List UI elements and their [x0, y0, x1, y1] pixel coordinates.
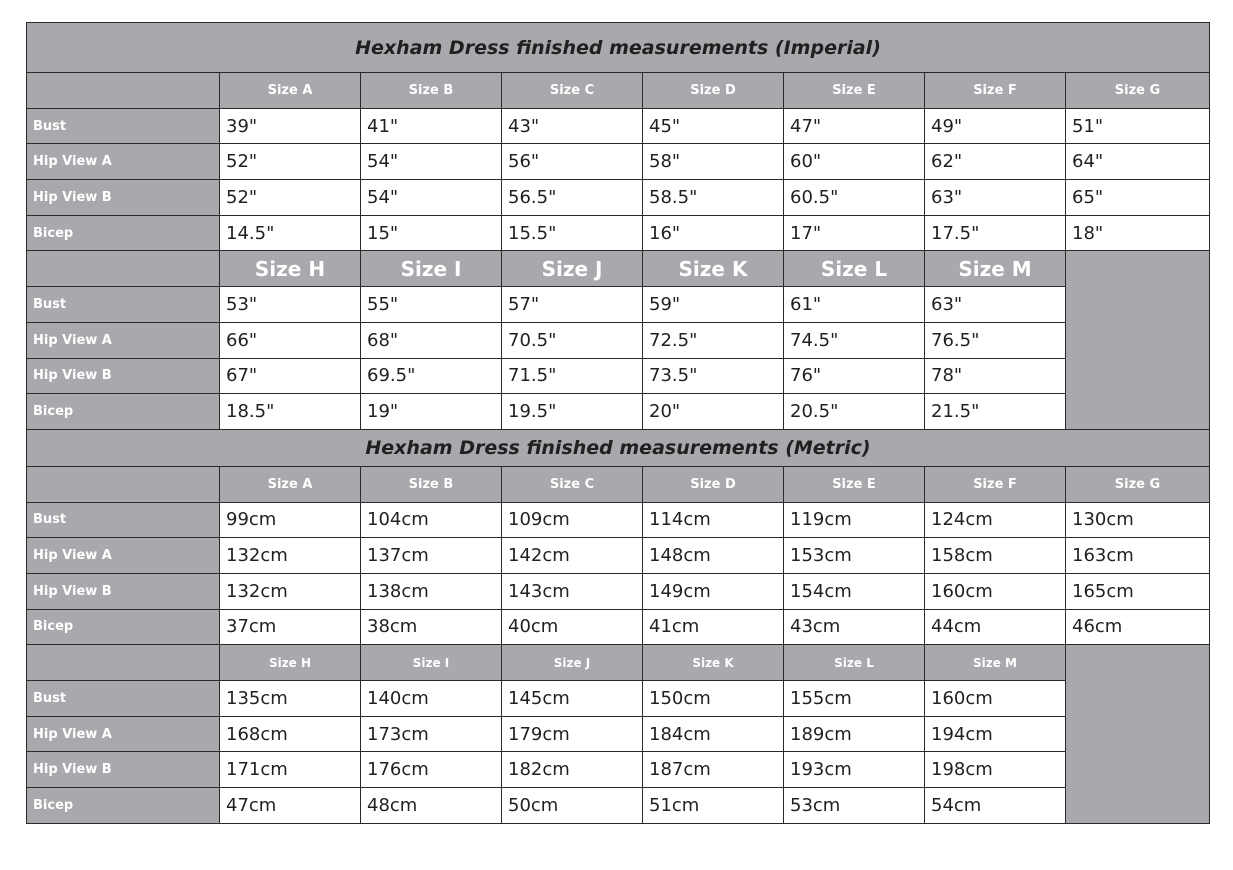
size-header: Size J [502, 645, 643, 681]
measurement-cell: 76" [784, 358, 925, 394]
size-header: Size K [643, 645, 784, 681]
measurement-cell: 148cm [643, 538, 784, 574]
measurement-cell: 41cm [643, 609, 784, 645]
measurement-cell: 49" [925, 108, 1066, 144]
size-header: Size M [925, 251, 1066, 287]
table-row [27, 609, 1210, 645]
measurement-cell: 135cm [220, 681, 361, 717]
measurement-cell: 54cm [925, 788, 1066, 824]
measurement-cell: 99cm [220, 502, 361, 538]
section-title: Hexham Dress finished measurements (Imperial) [27, 23, 1210, 73]
table-row [27, 108, 1210, 144]
measurement-cell: 76.5" [925, 322, 1066, 358]
measurement-cell: 63" [925, 180, 1066, 216]
measurement-cell: 193cm [784, 752, 925, 788]
size-header: Size C [502, 466, 643, 502]
header-corner [27, 73, 220, 109]
measurement-cell: 46cm [1066, 609, 1210, 645]
table-row [27, 322, 1210, 358]
row-label: Bicep [27, 609, 220, 645]
measurement-cell: 54" [361, 180, 502, 216]
measurement-cell: 160cm [925, 573, 1066, 609]
measurement-cell: 20" [643, 394, 784, 430]
measurement-cell: 69.5" [361, 358, 502, 394]
size-header: Size A [220, 73, 361, 109]
measurement-cell: 53" [220, 287, 361, 323]
table-row [27, 358, 1210, 394]
measurement-cell: 179cm [502, 716, 643, 752]
measurement-cell: 15" [361, 215, 502, 251]
measurement-cell: 50cm [502, 788, 643, 824]
table-row [27, 180, 1210, 216]
measurement-cell: 61" [784, 287, 925, 323]
table-row [27, 144, 1210, 180]
size-header-row [27, 251, 1210, 287]
row-label: Hip View B [27, 358, 220, 394]
measurement-cell: 160cm [925, 681, 1066, 717]
measurement-cell: 37cm [220, 609, 361, 645]
size-header: Size I [361, 251, 502, 287]
size-header: Size F [925, 466, 1066, 502]
measurement-cell: 138cm [361, 573, 502, 609]
size-header: Size H [220, 251, 361, 287]
measurement-cell: 67" [220, 358, 361, 394]
measurement-cell: 20.5" [784, 394, 925, 430]
size-header: Size G [1066, 73, 1210, 109]
measurement-cell: 63" [925, 287, 1066, 323]
measurement-cell: 153cm [784, 538, 925, 574]
table-row [27, 394, 1210, 430]
measurement-cell: 55" [361, 287, 502, 323]
measurement-cell: 74.5" [784, 322, 925, 358]
table-row [27, 752, 1210, 788]
measurement-cell: 158cm [925, 538, 1066, 574]
empty-filler-block [1066, 251, 1210, 429]
size-header-row [27, 466, 1210, 502]
table-row [27, 573, 1210, 609]
size-header: Size I [361, 645, 502, 681]
measurement-cell: 168cm [220, 716, 361, 752]
measurement-cell: 16" [643, 215, 784, 251]
size-header: Size B [361, 466, 502, 502]
measurement-cell: 114cm [643, 502, 784, 538]
size-header: Size D [643, 466, 784, 502]
measurement-cell: 150cm [643, 681, 784, 717]
measurement-cell: 58" [643, 144, 784, 180]
measurement-cell: 66" [220, 322, 361, 358]
row-label: Hip View B [27, 180, 220, 216]
measurement-cell: 149cm [643, 573, 784, 609]
measurement-cell: 47" [784, 108, 925, 144]
measurement-cell: 51cm [643, 788, 784, 824]
table-row [27, 681, 1210, 717]
measurement-cell: 47cm [220, 788, 361, 824]
measurement-cell: 132cm [220, 538, 361, 574]
table-row [27, 788, 1210, 824]
size-header: Size K [643, 251, 784, 287]
size-header: Size B [361, 73, 502, 109]
size-header: Size D [643, 73, 784, 109]
measurement-cell: 39" [220, 108, 361, 144]
imperial-title-row [27, 23, 1210, 73]
size-header: Size G [1066, 466, 1210, 502]
row-label: Bicep [27, 215, 220, 251]
measurement-cell: 45" [643, 108, 784, 144]
header-corner [27, 251, 220, 287]
row-label: Hip View B [27, 573, 220, 609]
size-header: Size H [220, 645, 361, 681]
table-row [27, 502, 1210, 538]
measurement-cell: 60.5" [784, 180, 925, 216]
header-corner [27, 466, 220, 502]
measurement-cell: 132cm [220, 573, 361, 609]
measurement-cell: 68" [361, 322, 502, 358]
row-label: Hip View A [27, 538, 220, 574]
measurement-cell: 163cm [1066, 538, 1210, 574]
section-title: Hexham Dress finished measurements (Metric) [27, 429, 1210, 466]
measurement-cell: 145cm [502, 681, 643, 717]
measurement-cell: 60" [784, 144, 925, 180]
row-label: Hip View A [27, 716, 220, 752]
table-row [27, 716, 1210, 752]
size-header: Size C [502, 73, 643, 109]
measurement-cell: 165cm [1066, 573, 1210, 609]
row-label: Hip View A [27, 322, 220, 358]
measurement-cell: 41" [361, 108, 502, 144]
measurement-cell: 173cm [361, 716, 502, 752]
measurement-cell: 189cm [784, 716, 925, 752]
size-header: Size E [784, 73, 925, 109]
measurement-cell: 124cm [925, 502, 1066, 538]
size-header: Size A [220, 466, 361, 502]
measurement-cell: 184cm [643, 716, 784, 752]
measurement-cell: 43cm [784, 609, 925, 645]
measurement-cell: 72.5" [643, 322, 784, 358]
measurement-cell: 18.5" [220, 394, 361, 430]
measurement-cell: 52" [220, 180, 361, 216]
measurement-cell: 104cm [361, 502, 502, 538]
measurement-cell: 56" [502, 144, 643, 180]
row-label: Bust [27, 681, 220, 717]
measurement-cell: 119cm [784, 502, 925, 538]
measurement-cell: 155cm [784, 681, 925, 717]
size-header: Size M [925, 645, 1066, 681]
table-row [27, 538, 1210, 574]
measurement-cell: 176cm [361, 752, 502, 788]
measurement-cell: 54" [361, 144, 502, 180]
measurement-cell: 38cm [361, 609, 502, 645]
measurement-cell: 21.5" [925, 394, 1066, 430]
measurement-cell: 194cm [925, 716, 1066, 752]
measurement-cell: 48cm [361, 788, 502, 824]
measurement-cell: 73.5" [643, 358, 784, 394]
measurement-cell: 58.5" [643, 180, 784, 216]
empty-filler-block [1066, 645, 1210, 823]
measurement-cell: 19" [361, 394, 502, 430]
measurement-cell: 62" [925, 144, 1066, 180]
measurement-cell: 140cm [361, 681, 502, 717]
measurement-cell: 44cm [925, 609, 1066, 645]
metric-title-row [27, 429, 1210, 466]
measurement-cell: 40cm [502, 609, 643, 645]
measurement-cell: 52" [220, 144, 361, 180]
measurement-cell: 187cm [643, 752, 784, 788]
measurement-cell: 59" [643, 287, 784, 323]
size-header: Size F [925, 73, 1066, 109]
row-label: Bicep [27, 788, 220, 824]
measurement-cell: 43" [502, 108, 643, 144]
measurement-cell: 70.5" [502, 322, 643, 358]
measurement-cell: 64" [1066, 144, 1210, 180]
measurement-cell: 130cm [1066, 502, 1210, 538]
measurements-table [26, 22, 1210, 824]
row-label: Hip View A [27, 144, 220, 180]
measurement-cell: 109cm [502, 502, 643, 538]
row-label: Hip View B [27, 752, 220, 788]
measurement-cell: 14.5" [220, 215, 361, 251]
measurement-cell: 53cm [784, 788, 925, 824]
row-label: Bicep [27, 394, 220, 430]
table-row [27, 287, 1210, 323]
measurement-cell: 56.5" [502, 180, 643, 216]
measurement-cell: 18" [1066, 215, 1210, 251]
row-label: Bust [27, 108, 220, 144]
measurement-cell: 19.5" [502, 394, 643, 430]
size-header: Size L [784, 251, 925, 287]
row-label: Bust [27, 287, 220, 323]
size-header: Size E [784, 466, 925, 502]
measurement-cell: 142cm [502, 538, 643, 574]
header-corner [27, 645, 220, 681]
measurement-cell: 65" [1066, 180, 1210, 216]
measurement-cell: 17.5" [925, 215, 1066, 251]
size-header: Size L [784, 645, 925, 681]
size-header-row [27, 73, 1210, 109]
measurement-cell: 154cm [784, 573, 925, 609]
measurement-cell: 51" [1066, 108, 1210, 144]
size-header: Size J [502, 251, 643, 287]
measurement-cell: 198cm [925, 752, 1066, 788]
measurement-cell: 17" [784, 215, 925, 251]
measurement-cell: 182cm [502, 752, 643, 788]
measurement-cell: 143cm [502, 573, 643, 609]
size-header-row [27, 645, 1210, 681]
measurement-cell: 171cm [220, 752, 361, 788]
measurement-cell: 71.5" [502, 358, 643, 394]
measurement-cell: 137cm [361, 538, 502, 574]
table-row [27, 215, 1210, 251]
measurement-cell: 15.5" [502, 215, 643, 251]
measurement-cell: 78" [925, 358, 1066, 394]
row-label: Bust [27, 502, 220, 538]
measurement-cell: 57" [502, 287, 643, 323]
